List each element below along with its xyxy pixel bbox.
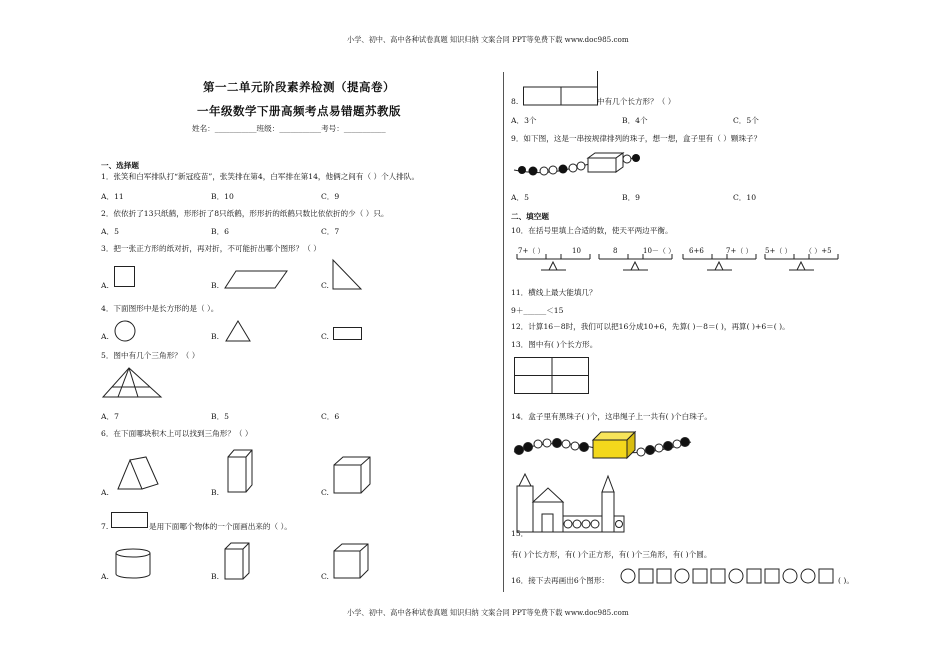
q13-rectangle-grid <box>514 357 590 395</box>
circle-shape <box>675 569 689 583</box>
parallelogram-shape <box>224 270 288 290</box>
q3-option-a[interactable]: A. <box>101 281 109 290</box>
square-shape <box>114 266 136 288</box>
black-bead <box>681 438 690 447</box>
circle-shape <box>621 569 635 583</box>
white-bead <box>655 444 663 452</box>
page-header: 小学、初中、高中各种试卷真题 知识归纳 文案合同 PPT等免费下载 www.doc985.com <box>347 35 629 44</box>
white-bead <box>637 448 645 456</box>
q8-option-b[interactable]: B．4个 <box>622 116 648 125</box>
black-bead <box>580 443 589 452</box>
square-shape <box>747 569 761 583</box>
scale-beam <box>516 253 592 273</box>
square-shape <box>765 569 779 583</box>
triangular-prism-block <box>117 456 159 490</box>
q8-option-a[interactable]: A．3个 <box>511 116 537 125</box>
q7-option-a[interactable]: A. <box>101 572 109 581</box>
q16-answer-blank[interactable]: ( )。 <box>838 576 854 585</box>
question-9: 9．如下图，这是一串按规律排列的珠子，想一想，盒子里有（ ）颗珠子？ <box>511 134 762 143</box>
rectangle-shape <box>333 327 363 341</box>
white-bead <box>534 440 542 448</box>
q5-option-b[interactable]: B．5 <box>211 412 230 421</box>
question-6: 6．在下面哪块积木上可以找到三角形？（ ） <box>101 429 253 438</box>
scale-left-pan[interactable]: 5+（ ） <box>765 247 792 255</box>
scale-beam <box>598 253 674 273</box>
q4-option-c[interactable]: C. <box>321 332 329 341</box>
scale-left-pan[interactable]: 7+（ ） <box>518 247 545 255</box>
q9-option-c[interactable]: C．10 <box>733 193 757 202</box>
exam-title: 第一二单元阶段素养检测（提高卷） <box>203 80 395 94</box>
bead-string-figure <box>513 150 641 178</box>
square-shape <box>657 569 671 583</box>
scale-left-pan: 6+6 <box>689 247 704 255</box>
question-10: 10．在括号里填上合适的数，使天平两边平衡。 <box>511 226 673 235</box>
q4-option-b[interactable]: B. <box>211 332 219 341</box>
triangle-shape <box>225 320 251 342</box>
column-divider <box>503 72 504 592</box>
question-3: 3．把一张正方形的纸对折，再对折，不可能折出哪个图形？（ ） <box>101 244 321 253</box>
q7-rectangle-face <box>111 512 149 529</box>
black-bead <box>664 442 673 451</box>
black-bead <box>524 443 533 452</box>
q9-option-a[interactable]: A．5 <box>511 193 529 202</box>
black-bead <box>559 165 568 174</box>
q1-option-b[interactable]: B．10 <box>211 192 234 201</box>
q11-expression[interactable]: 9＋______＜15 <box>511 306 564 315</box>
q8-rectangles-figure <box>523 71 599 107</box>
q7-number: 7. <box>101 522 109 531</box>
section-fill-heading: 二、填空题 <box>511 212 549 221</box>
white-bead <box>569 164 577 172</box>
white-bead <box>543 439 551 447</box>
q8-option-c[interactable]: C．5个 <box>733 116 759 125</box>
student-info-line: 姓名：___________班级：___________考号：___________ <box>192 124 386 133</box>
square-shape <box>693 569 707 583</box>
cuboid-block <box>227 449 253 493</box>
q1-option-c[interactable]: C．9 <box>321 192 340 201</box>
question-4: 4．下面图形中是长方形的是（ ）。 <box>101 304 219 313</box>
square-shape <box>639 569 653 583</box>
gold-bead-box <box>593 432 635 458</box>
scale-beam <box>764 253 840 273</box>
circle-shape <box>114 320 136 342</box>
q9-option-b[interactable]: B．9 <box>622 193 641 202</box>
white-bead <box>549 166 557 174</box>
question-2: 2．依依折了13只纸鹤，形形折了8只纸鹤，形形折的纸鹤只数比依依折的少（ ）只。 <box>101 209 389 218</box>
page-footer: 小学、初中、高中各种试卷真题 知识归纳 文案合同 PPT等免费下载 www.doc985.com <box>347 608 629 617</box>
question-8: 中有几个长方形？（ ） <box>597 97 676 106</box>
white-bead <box>623 155 631 163</box>
q5-option-a[interactable]: A．7 <box>101 412 119 421</box>
scale-right-pan[interactable]: （ ）+5 <box>805 247 832 255</box>
white-bead <box>540 167 548 175</box>
scale-right-pan[interactable]: 7+（ ） <box>726 247 753 255</box>
cube-object <box>333 543 369 579</box>
q2-option-a[interactable]: A．5 <box>101 227 119 236</box>
q15-number: 15． <box>511 529 529 538</box>
black-bead <box>632 154 640 162</box>
question-5: 5．图中有几个三角形？（ ） <box>101 351 200 360</box>
scale-right-pan[interactable]: 10－（ ） <box>643 247 676 255</box>
q2-option-b[interactable]: B．6 <box>211 227 230 236</box>
white-bead <box>577 162 585 170</box>
circle-shape <box>783 569 797 583</box>
square-shape <box>819 569 833 583</box>
question-15[interactable]: 有( )个长方形，有( )个正方形，有( )个三角形，有( )个圆。 <box>511 550 712 559</box>
nested-triangles-figure <box>102 367 162 399</box>
white-bead <box>562 440 570 448</box>
black-bead <box>518 166 526 174</box>
right-triangle-shape <box>332 259 362 290</box>
question-14[interactable]: 14．盒子里有黑珠子( )个，这串绳子上一共有( )个白珠子。 <box>511 412 712 421</box>
q16-shape-pattern <box>620 568 838 586</box>
white-bead <box>673 440 681 448</box>
q8-number: 8. <box>511 97 519 106</box>
q3-option-c[interactable]: C. <box>321 281 329 290</box>
section-choice-heading: 一、选择题 <box>101 161 139 170</box>
black-bead <box>553 439 562 448</box>
q6-option-a[interactable]: A. <box>101 488 109 497</box>
question-12[interactable]: 12．计算16－8时，我们可以把16分成10+6，先算( )－8＝( )，再算( )+6＝( )。 <box>511 322 790 331</box>
cube-block <box>333 456 371 494</box>
q5-option-c[interactable]: C．6 <box>321 412 340 421</box>
q7-option-b[interactable]: B. <box>211 572 219 581</box>
exam-subtitle: 一年级数学下册高频考点易错题苏教版 <box>197 104 401 118</box>
scale-left-pan: 8 <box>613 247 618 255</box>
q6-option-c[interactable]: C. <box>321 488 329 497</box>
q6-option-b[interactable]: B. <box>211 488 219 497</box>
question-13[interactable]: 13．图中有( )个长方形。 <box>511 340 598 349</box>
white-bead <box>571 442 579 450</box>
black-bead <box>515 446 524 455</box>
question-1: 1．张笑和白军排队打“新冠疫苗”，张笑排在第4，白军排在第14，他俩之间有（ ）个人排队。 <box>101 172 420 181</box>
square-shape <box>711 569 725 583</box>
bead-box <box>588 153 623 172</box>
circle-shape <box>801 569 815 583</box>
question-7: 是用下面哪个物体的一个面画出来的（ ）。 <box>149 522 292 531</box>
scale-beam <box>682 253 758 273</box>
q2-option-c[interactable]: C．7 <box>321 227 340 236</box>
circle-shape <box>729 569 743 583</box>
q14-bead-string-figure <box>513 428 693 464</box>
question-11: 11．横线上最大能填几？ <box>511 288 597 297</box>
question-16: 16．接下去再画出6个图形： <box>511 576 610 585</box>
q7-option-c[interactable]: C. <box>321 572 329 581</box>
tall-cuboid-object <box>224 542 250 580</box>
q1-option-a[interactable]: A．11 <box>101 192 124 201</box>
q3-option-b[interactable]: B. <box>211 281 219 290</box>
q15-castle-figure <box>516 472 626 534</box>
black-bead <box>646 446 655 455</box>
scale-right-pan: 10 <box>572 247 581 255</box>
black-bead <box>529 167 538 176</box>
cylinder-object <box>115 548 151 580</box>
q4-option-a[interactable]: A. <box>101 332 109 341</box>
